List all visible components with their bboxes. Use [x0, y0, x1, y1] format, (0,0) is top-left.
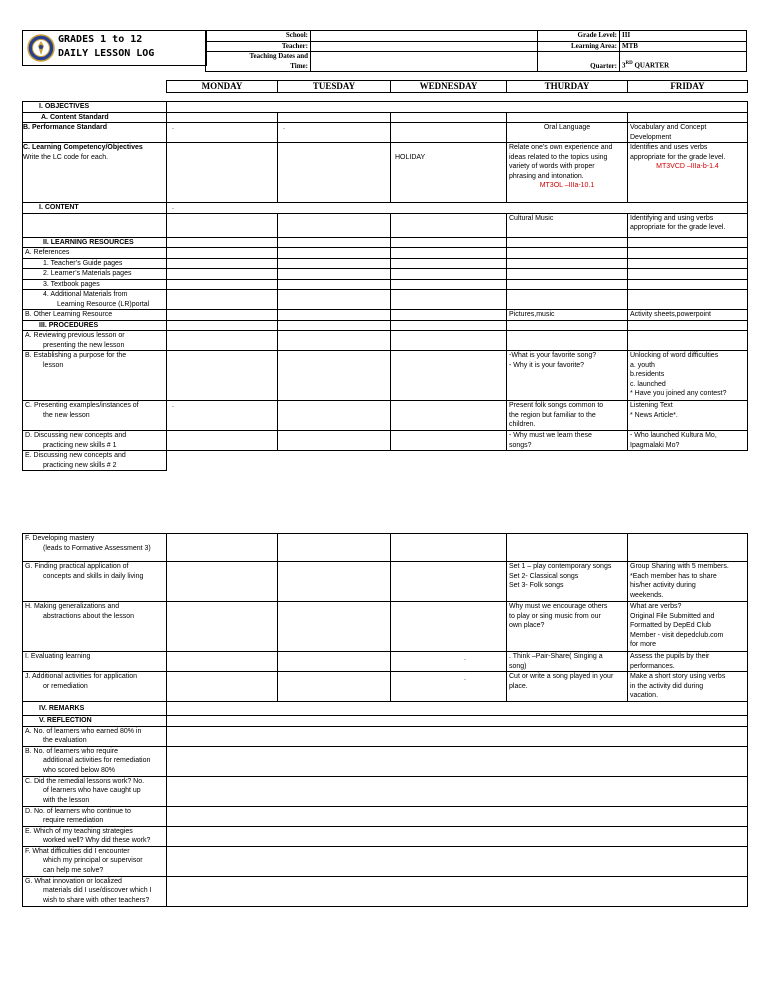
label-proc-f	[23, 534, 167, 562]
fri-g-line: Group Sharing with 5 members.	[630, 563, 729, 570]
row-tb	[23, 279, 748, 290]
refl-b-line: who scored below 80%	[43, 766, 115, 774]
thu-c-line: children.	[509, 421, 536, 428]
row-refl-f	[23, 846, 748, 876]
row-proc-g	[23, 562, 748, 602]
row-content-standard	[23, 112, 748, 123]
refl-d-line: require remediation	[43, 817, 104, 824]
label-content: I. CONTENT	[23, 203, 167, 214]
content-dot[interactable]: .	[167, 203, 748, 214]
thu-i-line: song)	[509, 662, 527, 670]
tue-perf[interactable]: .	[278, 123, 391, 143]
row-proc-b	[23, 351, 748, 401]
thu-lc-line: phrasing and intonation.	[509, 172, 584, 180]
refl-a-line: A. No. of learners who earned 80% in	[25, 727, 142, 735]
label-references: A. References	[23, 248, 167, 259]
thu-h-line: own place?	[509, 622, 545, 629]
teaching-dates-label	[206, 52, 311, 72]
fri-i-line: Assess the pupils by their	[630, 653, 710, 660]
proc-c-line: C. Presenting examples/instances of	[25, 402, 139, 409]
day-friday: FRIDAY	[628, 81, 748, 93]
row-references	[23, 248, 748, 259]
label-proc-j	[23, 672, 167, 702]
wed-holiday[interactable]: HOLIDAY	[391, 143, 507, 203]
fri-g-line: his/her activity during	[630, 582, 696, 589]
thu-lc[interactable]	[507, 143, 628, 203]
refl-e-line: worked well? Why did these work?	[43, 837, 151, 844]
label-performance-standard: B. Performance Standard	[23, 123, 167, 143]
label-proc-e	[23, 451, 167, 471]
row-content	[23, 203, 748, 214]
label-content-standard: A. Content Standard	[23, 112, 167, 123]
fri-proc-h[interactable]	[628, 602, 748, 652]
label-refl-g	[23, 876, 167, 906]
quarter-rest: QUARTER	[632, 61, 670, 70]
proc-j-line: J. Additional activities for application	[25, 673, 138, 680]
fri-d-line: - Who launched Kultura Mo,	[630, 432, 717, 439]
fri-b-line: c. launched	[630, 380, 666, 388]
fri-content-line: appropriate for the grade level.	[630, 224, 726, 231]
label-proc-i: I. Evaluating learning	[23, 652, 167, 672]
row-proc-e	[23, 451, 748, 471]
thu-g-line: Set 2- Classical songs	[509, 572, 579, 580]
fri-i-line: performances.	[630, 662, 675, 670]
grade-level-value[interactable]: III	[620, 31, 747, 42]
thu-d-line: songs?	[509, 441, 532, 449]
fri-content[interactable]	[628, 213, 748, 237]
refl-a-line: the evaluation	[43, 737, 87, 744]
thu-d-line: - Why must we learn these	[509, 432, 592, 439]
am-line: 4. Additional Materials from	[43, 291, 128, 298]
mon-perf[interactable]: .	[167, 123, 278, 143]
thu-h-line: Why must we encourage others	[509, 603, 608, 610]
label-objectives: I. OBJECTIVES	[23, 102, 167, 113]
label-proc-a	[23, 331, 167, 351]
label-am	[23, 290, 167, 310]
fri-b-line: * Have you joined any contest?	[630, 390, 727, 397]
header-title-box	[22, 30, 207, 66]
fri-d-line: Ipagmalaki Mo?	[630, 441, 680, 449]
thu-proc-c[interactable]	[507, 401, 628, 431]
lesson-table-part-1	[22, 101, 748, 471]
label-refl-c	[23, 776, 167, 806]
refl-c-line: of learners who have caught up	[43, 787, 141, 794]
row-tg	[23, 258, 748, 269]
proc-e-line: practicing new skills # 2	[43, 461, 117, 469]
school-label: School:	[206, 31, 311, 42]
teacher-field[interactable]	[311, 41, 538, 52]
refl-b-line: B. No. of learners who require	[25, 747, 118, 755]
thu-perf[interactable]: Oral Language	[507, 123, 628, 143]
proc-a-line: presenting the new lesson	[43, 341, 125, 349]
row-lm	[23, 269, 748, 280]
thu-j-line: Cut or write a song played in your	[509, 673, 614, 680]
lesson-table-part-2	[22, 533, 748, 907]
day-header-table	[166, 80, 748, 93]
row-proc-j	[23, 672, 748, 702]
row-proc-h	[23, 602, 748, 652]
label-refl-f	[23, 846, 167, 876]
fri-c-line: Listening Text	[630, 402, 673, 409]
quarter-num: 3	[622, 61, 626, 70]
fri-lc-line: Identifies and uses verbs	[630, 144, 708, 151]
label-tb: 3. Textbook pages	[23, 279, 167, 290]
dates-label-line-1: Teaching Dates and	[249, 52, 308, 60]
fri-perf-line: Vocabulary and Concept	[630, 124, 707, 131]
teacher-label: Teacher:	[206, 41, 311, 52]
quarter-value[interactable]	[620, 52, 747, 72]
label-refl-a	[23, 726, 167, 746]
fri-proc-i[interactable]	[628, 652, 748, 672]
row-olr	[23, 310, 748, 321]
row-proc-a	[23, 331, 748, 351]
label-proc-b	[23, 351, 167, 401]
fri-g-line: weekends.	[630, 591, 664, 599]
row-learning-competency	[23, 143, 748, 203]
refl-d-line: D. No. of learners who continue to	[25, 807, 131, 815]
label-remarks: IV. REMARKS	[23, 702, 167, 716]
refl-c-line: C. Did the remedial lessons work? No.	[25, 777, 145, 785]
fri-proc-g[interactable]	[628, 562, 748, 602]
fri-h-line: Formatted by DepEd Club	[630, 622, 711, 629]
proc-h-line: H. Making generalizations and	[25, 603, 120, 610]
wed-proc-j[interactable]: .	[391, 672, 507, 702]
proc-f-line: (leads to Formative Assessment 3)	[43, 544, 151, 552]
thu-proc-h[interactable]	[507, 602, 628, 652]
fri-h-line: Original File Submitted and	[630, 612, 715, 620]
fri-proc-c[interactable]	[628, 401, 748, 431]
refl-f-line: can help me solve?	[43, 866, 104, 874]
row-procedures	[23, 320, 748, 331]
row-refl-b	[23, 746, 748, 776]
fri-b-line: b.residents	[630, 371, 665, 378]
proc-a-line: A. Reviewing previous lesson or	[25, 332, 125, 339]
thu-lc-line: ideas related to the topics using	[509, 153, 608, 161]
refl-g-line: wish to share with other teachers?	[43, 896, 150, 904]
fri-h-line: What are verbs?	[630, 603, 682, 610]
label-refl-d	[23, 806, 167, 826]
thu-proc-b[interactable]	[507, 351, 628, 401]
fri-h-line: Member - visit depedclub.com	[630, 631, 724, 639]
thu-b-line: - Why it is your favorite?	[509, 361, 585, 369]
day-wednesday: WEDNESDAY	[391, 81, 507, 93]
proc-h-line: abstractions about the lesson	[43, 612, 135, 620]
fri-b-line: a. youth	[630, 361, 655, 369]
lc-title: C. Learning Competency/Objectives	[23, 144, 143, 151]
lc-sub: Write the LC code for each.	[23, 153, 109, 161]
deped-seal-icon	[27, 34, 55, 62]
label-lm: 2. Learner’s Materials pages	[23, 269, 167, 280]
thu-g-line: Set 3- Folk songs	[509, 582, 564, 589]
row-learning-resources	[23, 237, 748, 248]
row-am	[23, 290, 748, 310]
proc-d-line: D. Discussing new concepts and	[25, 432, 127, 439]
refl-f-line: which my principal or supervisor	[43, 857, 143, 864]
label-learning-resources: II. LEARNING RESOURCES	[23, 237, 167, 248]
thu-b-line: -What is your favorite song?	[509, 352, 597, 359]
title-line-2: DAILY LESSON LOG	[58, 48, 155, 59]
learning-area-value[interactable]: MTB	[620, 41, 747, 52]
fri-h-line: for more	[630, 641, 657, 648]
am-line: Learning Resource (LR)portal	[57, 300, 150, 308]
refl-f-line: F. What difficulties did I encounter	[25, 847, 130, 855]
proc-b-line: lesson	[43, 361, 64, 369]
thu-i-line: . Think –Pair-Share( Singing a	[509, 653, 603, 660]
fri-content-line: Identifying and using verbs	[630, 214, 714, 222]
label-refl-e	[23, 826, 167, 846]
refl-b-line: additional activities for remediation	[43, 757, 151, 764]
thu-content[interactable]: Cultural Music	[507, 213, 628, 237]
thu-lc-line: Relate one’s own experience and	[509, 144, 613, 151]
proc-f-line: F. Developing mastery	[25, 535, 95, 542]
mon-proc-c[interactable]: .	[167, 401, 278, 431]
proc-e-line: E. Discussing new concepts and	[25, 452, 126, 459]
refl-e-line: E. Which of my teaching strategies	[25, 827, 133, 835]
proc-g-line: concepts and skills in daily living	[43, 572, 144, 580]
label-proc-c	[23, 401, 167, 431]
day-tuesday: TUESDAY	[278, 81, 391, 93]
thu-c-line: Present folk songs common to	[509, 402, 604, 409]
row-proc-i	[23, 652, 748, 672]
fri-lc-line: appropriate for the grade level.	[630, 153, 726, 161]
dates-label-line-2: Time:	[290, 61, 308, 70]
fri-lc[interactable]	[628, 143, 748, 203]
row-content-values	[23, 213, 748, 237]
row-refl-g	[23, 876, 748, 906]
fri-olr[interactable]: Activity sheets,powerpoint	[628, 310, 748, 321]
thu-c-line: the region but familiar to the	[509, 411, 596, 419]
fri-proc-b[interactable]	[628, 351, 748, 401]
thu-lc-code: MT3OL –IIIa-10.1	[539, 182, 595, 189]
row-proc-c	[23, 401, 748, 431]
row-proc-d	[23, 431, 748, 451]
fri-perf[interactable]	[628, 123, 748, 143]
fri-j-line: in the activity did during	[630, 682, 704, 690]
thu-proc-j[interactable]	[507, 672, 628, 702]
learning-area-label: Learning Area:	[538, 41, 620, 52]
wed-proc-i[interactable]: .	[391, 652, 507, 672]
quarter-sup: RD	[625, 61, 633, 67]
label-proc-h	[23, 602, 167, 652]
header-info-table	[205, 30, 747, 72]
row-reflection	[23, 716, 748, 727]
thu-j-line: place.	[509, 682, 528, 690]
row-remarks	[23, 702, 748, 716]
fri-g-line: *Each member has to share	[630, 572, 717, 580]
thu-proc-d[interactable]	[507, 431, 628, 451]
fri-j-line: vacation.	[630, 692, 659, 699]
label-tg: 1. Teacher’s Guide pages	[23, 258, 167, 269]
row-performance-standard	[23, 123, 748, 143]
label-reflection: V. REFLECTION	[23, 716, 167, 727]
thu-proc-g[interactable]	[507, 562, 628, 602]
fri-lc-code: MT3VCD –IIIa-b-1.4	[656, 163, 719, 170]
proc-j-line: or remediation	[43, 682, 88, 690]
row-proc-f	[23, 534, 748, 562]
refl-g-line: G. What innovation or localized	[25, 877, 122, 885]
teaching-dates-field[interactable]	[311, 52, 538, 72]
refl-g-line: materials did I use/discover which I	[43, 887, 152, 894]
label-olr: B. Other Learning Resource	[23, 310, 167, 321]
label-refl-b	[23, 746, 167, 776]
row-refl-e	[23, 826, 748, 846]
day-monday: MONDAY	[167, 81, 278, 93]
proc-g-line: G. Finding practical application of	[25, 563, 129, 570]
proc-d-line: practicing new skills # 1	[43, 441, 117, 449]
row-refl-c	[23, 776, 748, 806]
quarter-label: Quarter:	[538, 52, 620, 72]
title-line-1: GRADES 1 to 12	[58, 34, 143, 45]
row-objectives	[23, 102, 748, 113]
label-procedures: III. PROCEDURES	[23, 320, 167, 331]
day-thursday: THURDAY	[507, 81, 628, 93]
fri-b-line: Unlocking of word difficulties	[630, 352, 719, 359]
fri-j-line: Make a short story using verbs	[630, 673, 726, 680]
thu-g-line: Set 1 – play contemporary songs	[509, 563, 612, 570]
fri-c-line: * News Article*.	[630, 411, 678, 419]
refl-c-line: with the lesson	[43, 796, 90, 804]
proc-c-line: the new lesson	[43, 411, 90, 419]
row-refl-d	[23, 806, 748, 826]
fri-proc-j[interactable]	[628, 672, 748, 702]
fri-perf-line: Development	[630, 133, 672, 141]
row-refl-a	[23, 726, 748, 746]
label-lc	[23, 143, 167, 203]
label-proc-d	[23, 431, 167, 451]
thu-proc-i[interactable]	[507, 652, 628, 672]
thu-h-line: to play or sing music from our	[509, 612, 601, 620]
label-proc-g	[23, 562, 167, 602]
fri-proc-d[interactable]	[628, 431, 748, 451]
school-field[interactable]	[311, 31, 538, 42]
proc-b-line: B. Establishing a purpose for the	[25, 352, 127, 359]
thu-olr[interactable]: Pictures,music	[507, 310, 628, 321]
grade-level-label: Grade Level:	[538, 31, 620, 42]
thu-lc-line: variety of words with proper	[509, 163, 595, 170]
